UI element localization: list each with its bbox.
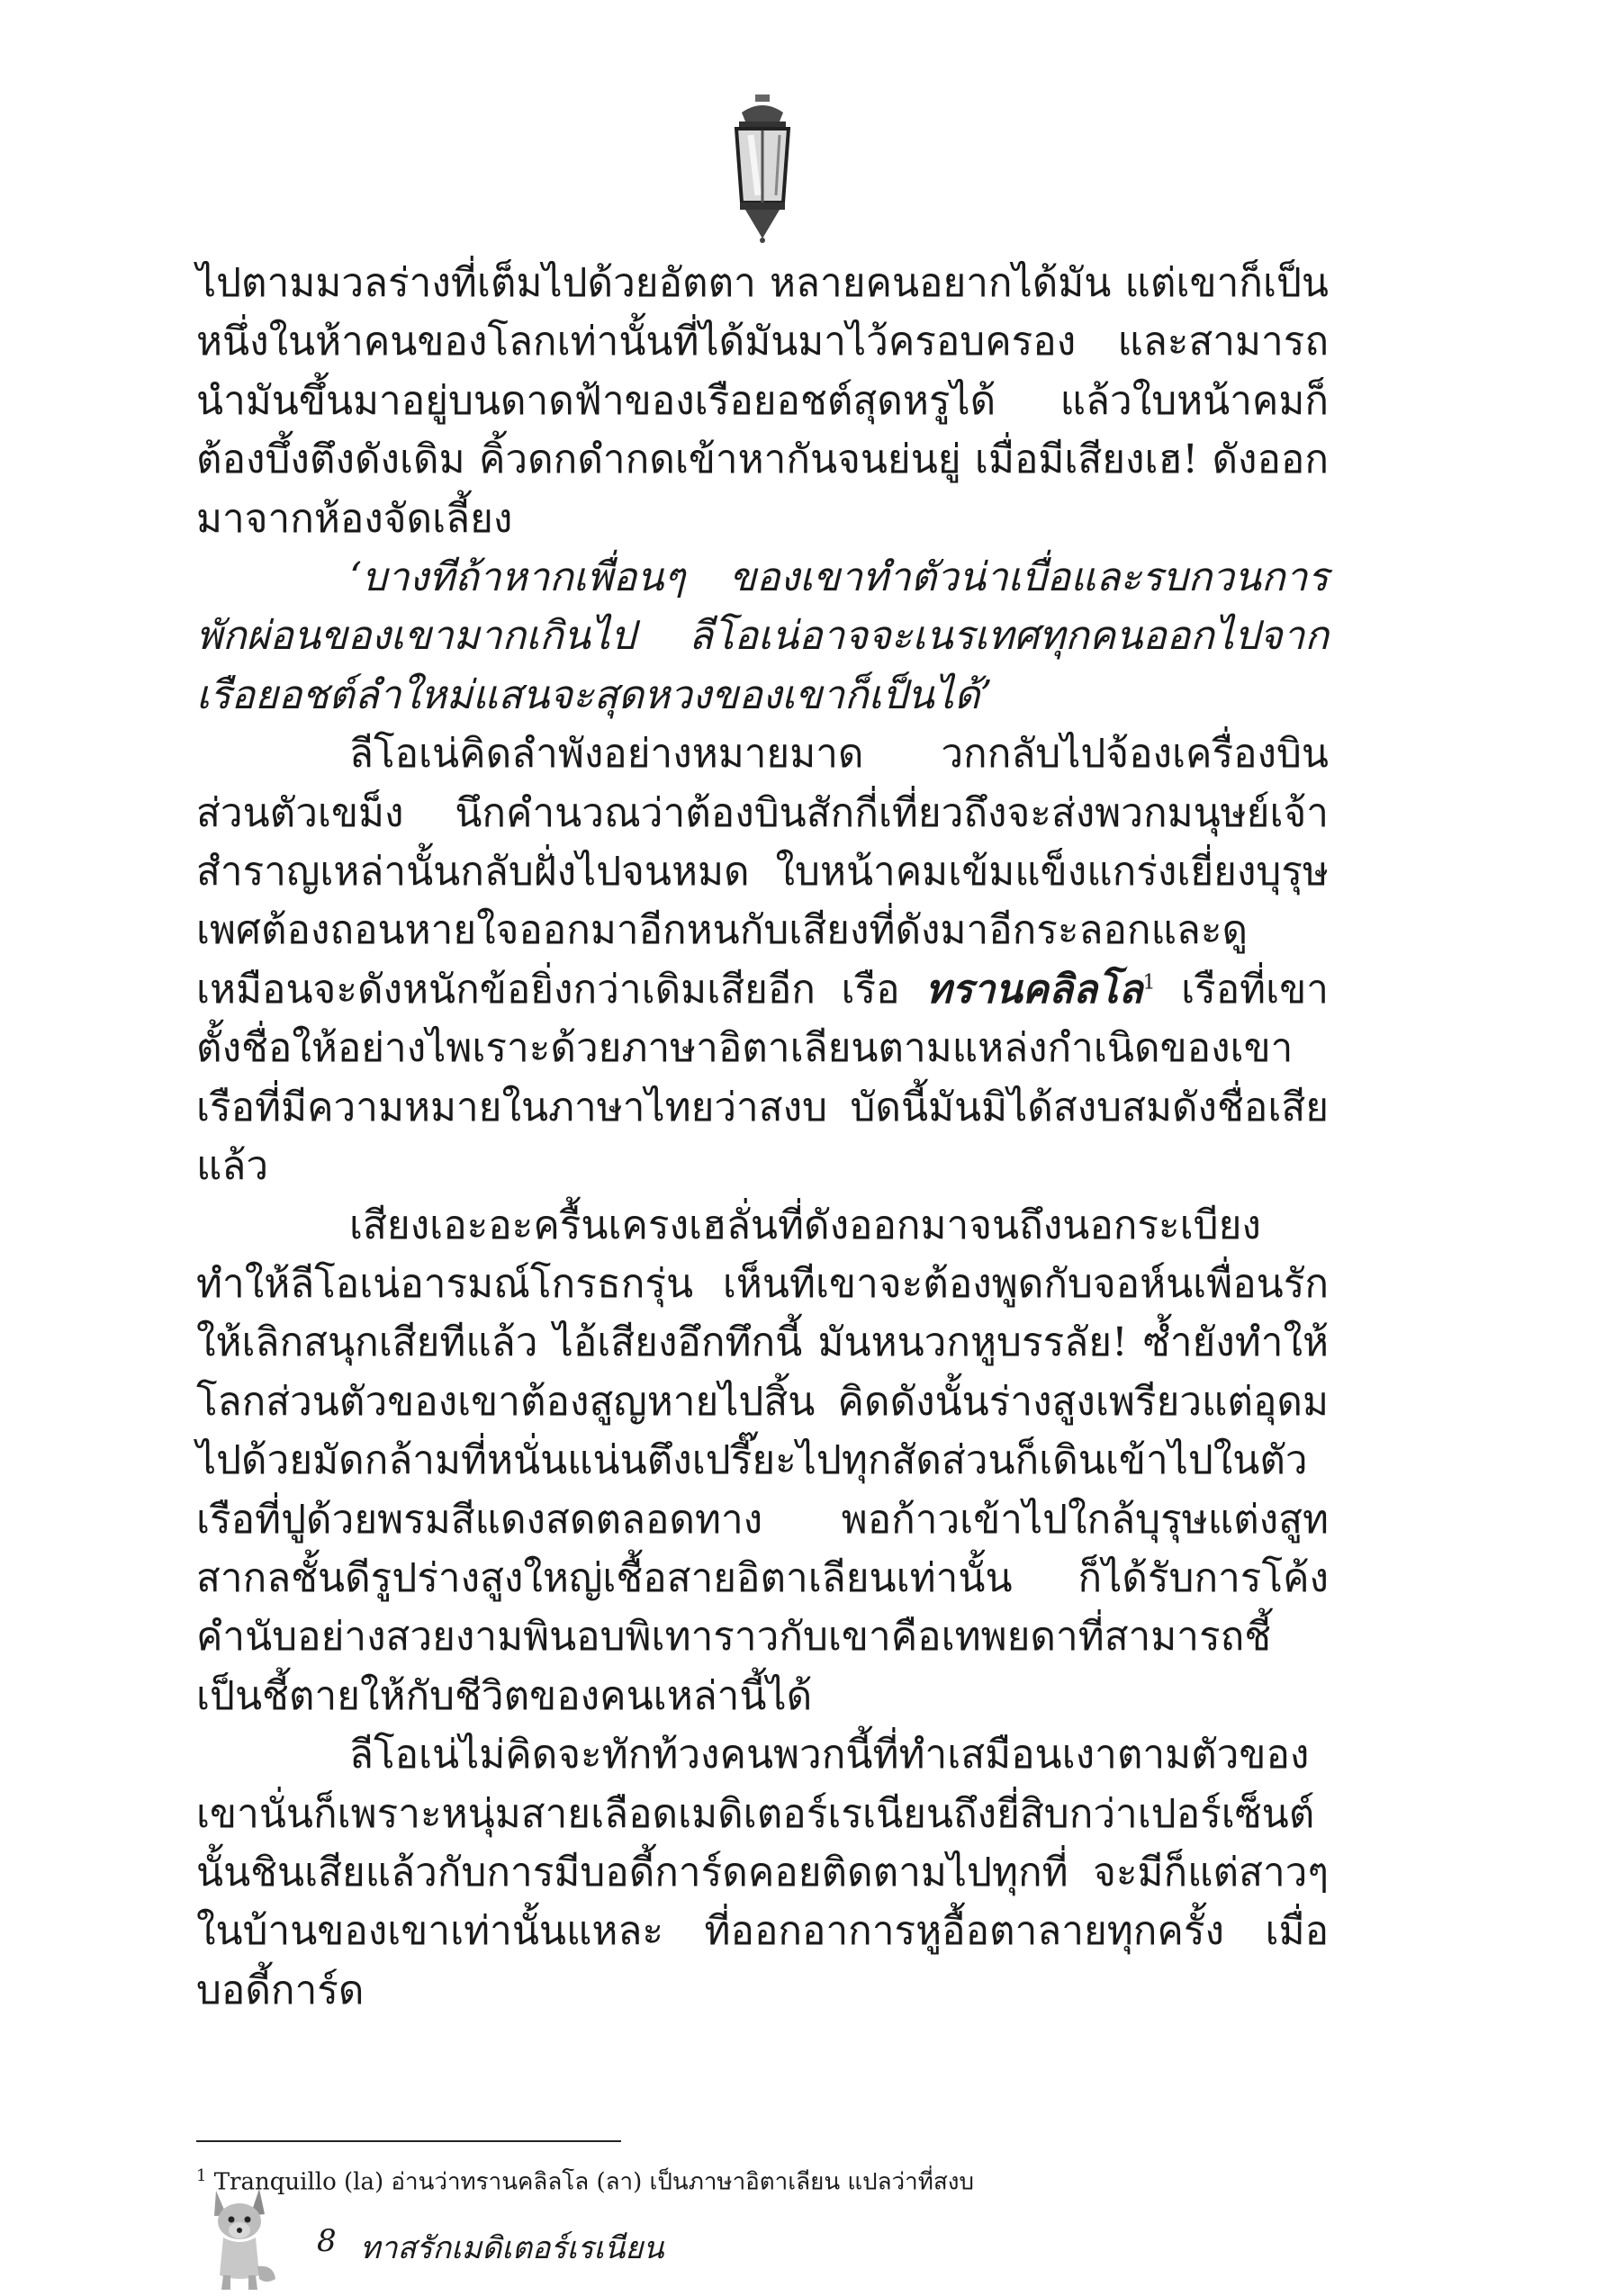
paragraph-text: เรือที่เขาตั้งชื่อให้อย่างไพเราะด้วยภาษาอิตาเลียนตามแหล่งกำเนิดของเขา เรือที่มีความหมายในภาษาไทยว่าสงบ บัดนี้มันมิได้สงบสมดังชื่อเสียแล้ว: [196, 966, 1329, 1190]
paragraph: ไปตามมวลร่างที่เต็มไปด้วยอัตตา หลายคนอยากได้มัน แต่เขาก็เป็นหนึ่งในห้าคนของโลกเท่านั้นที่ได้มันมาไว้ครอบครอง และสามารถนำมันขึ้นมาอยู่บนดาดฟ้าของเรือยอชต์สุดหรูได้ แล้วใบหน้าคมก็ต้องบึ้งตึงดังเดิม คิ้วดกดำกดเข้าหากันจนย่นยู่ เมื่อมีเสียงเฮ! ดังออกมาจากห้องจัดเลี้ยง: [196, 260, 1329, 542]
footnote: [196, 2160, 1330, 2199]
lantern-ornament-icon: [726, 95, 799, 243]
footnote-mark: 1: [196, 2166, 207, 2185]
running-title: ทาสรักเมดิเตอร์เรเนียน: [360, 2230, 664, 2266]
body-text: [196, 254, 1329, 2020]
paragraph-text: ลีโอเน่คิดลำพังอย่างหมายมาด วกกลับไปจ้องเครื่องบินส่วนตัวเขม็ง นึกคำนวณว่าต้องบินสักกี่เที่ยวถึงจะส่งพวกมนุษย์เจ้าสำราญเหล่านั้นกลับฝั่งไปจนหมด ใบหน้าคมเข้มแข็งแกร่งเยี่ยงบุรุษเพศต้องถอนหายใจออกมาอีกหนกับเสียงที่ดังมาอีกระลอกและดูเหมือนจะดังหนักข้อยิ่งกว่าเดิมเสียอีก เรือ: [196, 731, 1329, 1013]
footnote-text: Tranquillo (la) อ่านว่าทรานคลิลโล (ลา) เป็นภาษาอิตาเลียน แปลว่าที่สงบ: [213, 2168, 974, 2196]
boat-name-emphasis: ทรานคลิลโล: [925, 966, 1143, 1013]
page-number: 8: [317, 2223, 337, 2259]
footnote-divider: [196, 2140, 621, 2142]
chihuahua-dog-icon: [196, 2185, 283, 2291]
footnote-reference[interactable]: 1: [1142, 971, 1156, 995]
paragraph: [196, 725, 1329, 1195]
paragraph-italic-thought: ‘บางทีถ้าหากเพื่อนๆ ของเขาทำตัวน่าเบื่อและรบกวนการพักผ่อนของเขามากเกินไป ลีโอเน่อาจจะเนรเทศทุกคนออกไปจากเรือยอชต์ลำใหม่แสนจะสุดหวงของเขาก็เป็นได้’: [196, 554, 1329, 718]
paragraph: ลีโอเน่ไม่คิดจะทักท้วงคนพวกนี้ที่ทำเสมือนเงาตามตัวของเขานั่นก็เพราะหนุ่มสายเลือดเมดิเตอร์เรเนียนถึงยี่สิบกว่าเปอร์เซ็นต์นั้นชินเสียแล้วกับการมีบอดี้การ์ดคอยติดตามไปทุกที่ จะมีก็แต่สาวๆ ในบ้านของเขาเท่านั้นแหละ ที่ออกอาการหูอื้อตาลายทุกครั้ง เมื่อบอดี้การ์ด: [196, 1732, 1329, 2013]
paragraph: เสียงเอะอะครื้นเครงเฮลั่นที่ดังออกมาจนถึงนอกระเบียงทำให้ลีโอเน่อารมณ์โกรธกรุ่น เห็นทีเขาจะต้องพูดกับจอห์นเพื่อนรักให้เลิกสนุกเสียทีแล้ว ไอ้เสียงอึกทึกนี้ มันหนวกหูบรรลัย! ซ้ำยังทำให้โลกส่วนตัวของเขาต้องสูญหายไปสิ้น คิดดังนั้นร่างสูงเพรียวแต่อุดมไปด้วยมัดกล้ามที่หนั่นแน่นตึงเปรี๊ยะไปทุกสัดส่วนก็เดินเข้าไปในตัวเรือที่ปูด้วยพรมสีแดงสดตลอดทาง พอก้าวเข้าไปใกล้บุรุษแต่งสูทสากลชั้นดีรูปร่างสูงใหญ่เชื้อสายอิตาเลียนเท่านั้น ก็ได้รับการโค้งคำนับอย่างสวยงามพินอบพิเทาราวกับเขาคือเทพยดาที่สามารถชี้เป็นชี้ตายให้กับชีวิตของคนเหล่านี้ได้: [196, 1202, 1329, 1719]
